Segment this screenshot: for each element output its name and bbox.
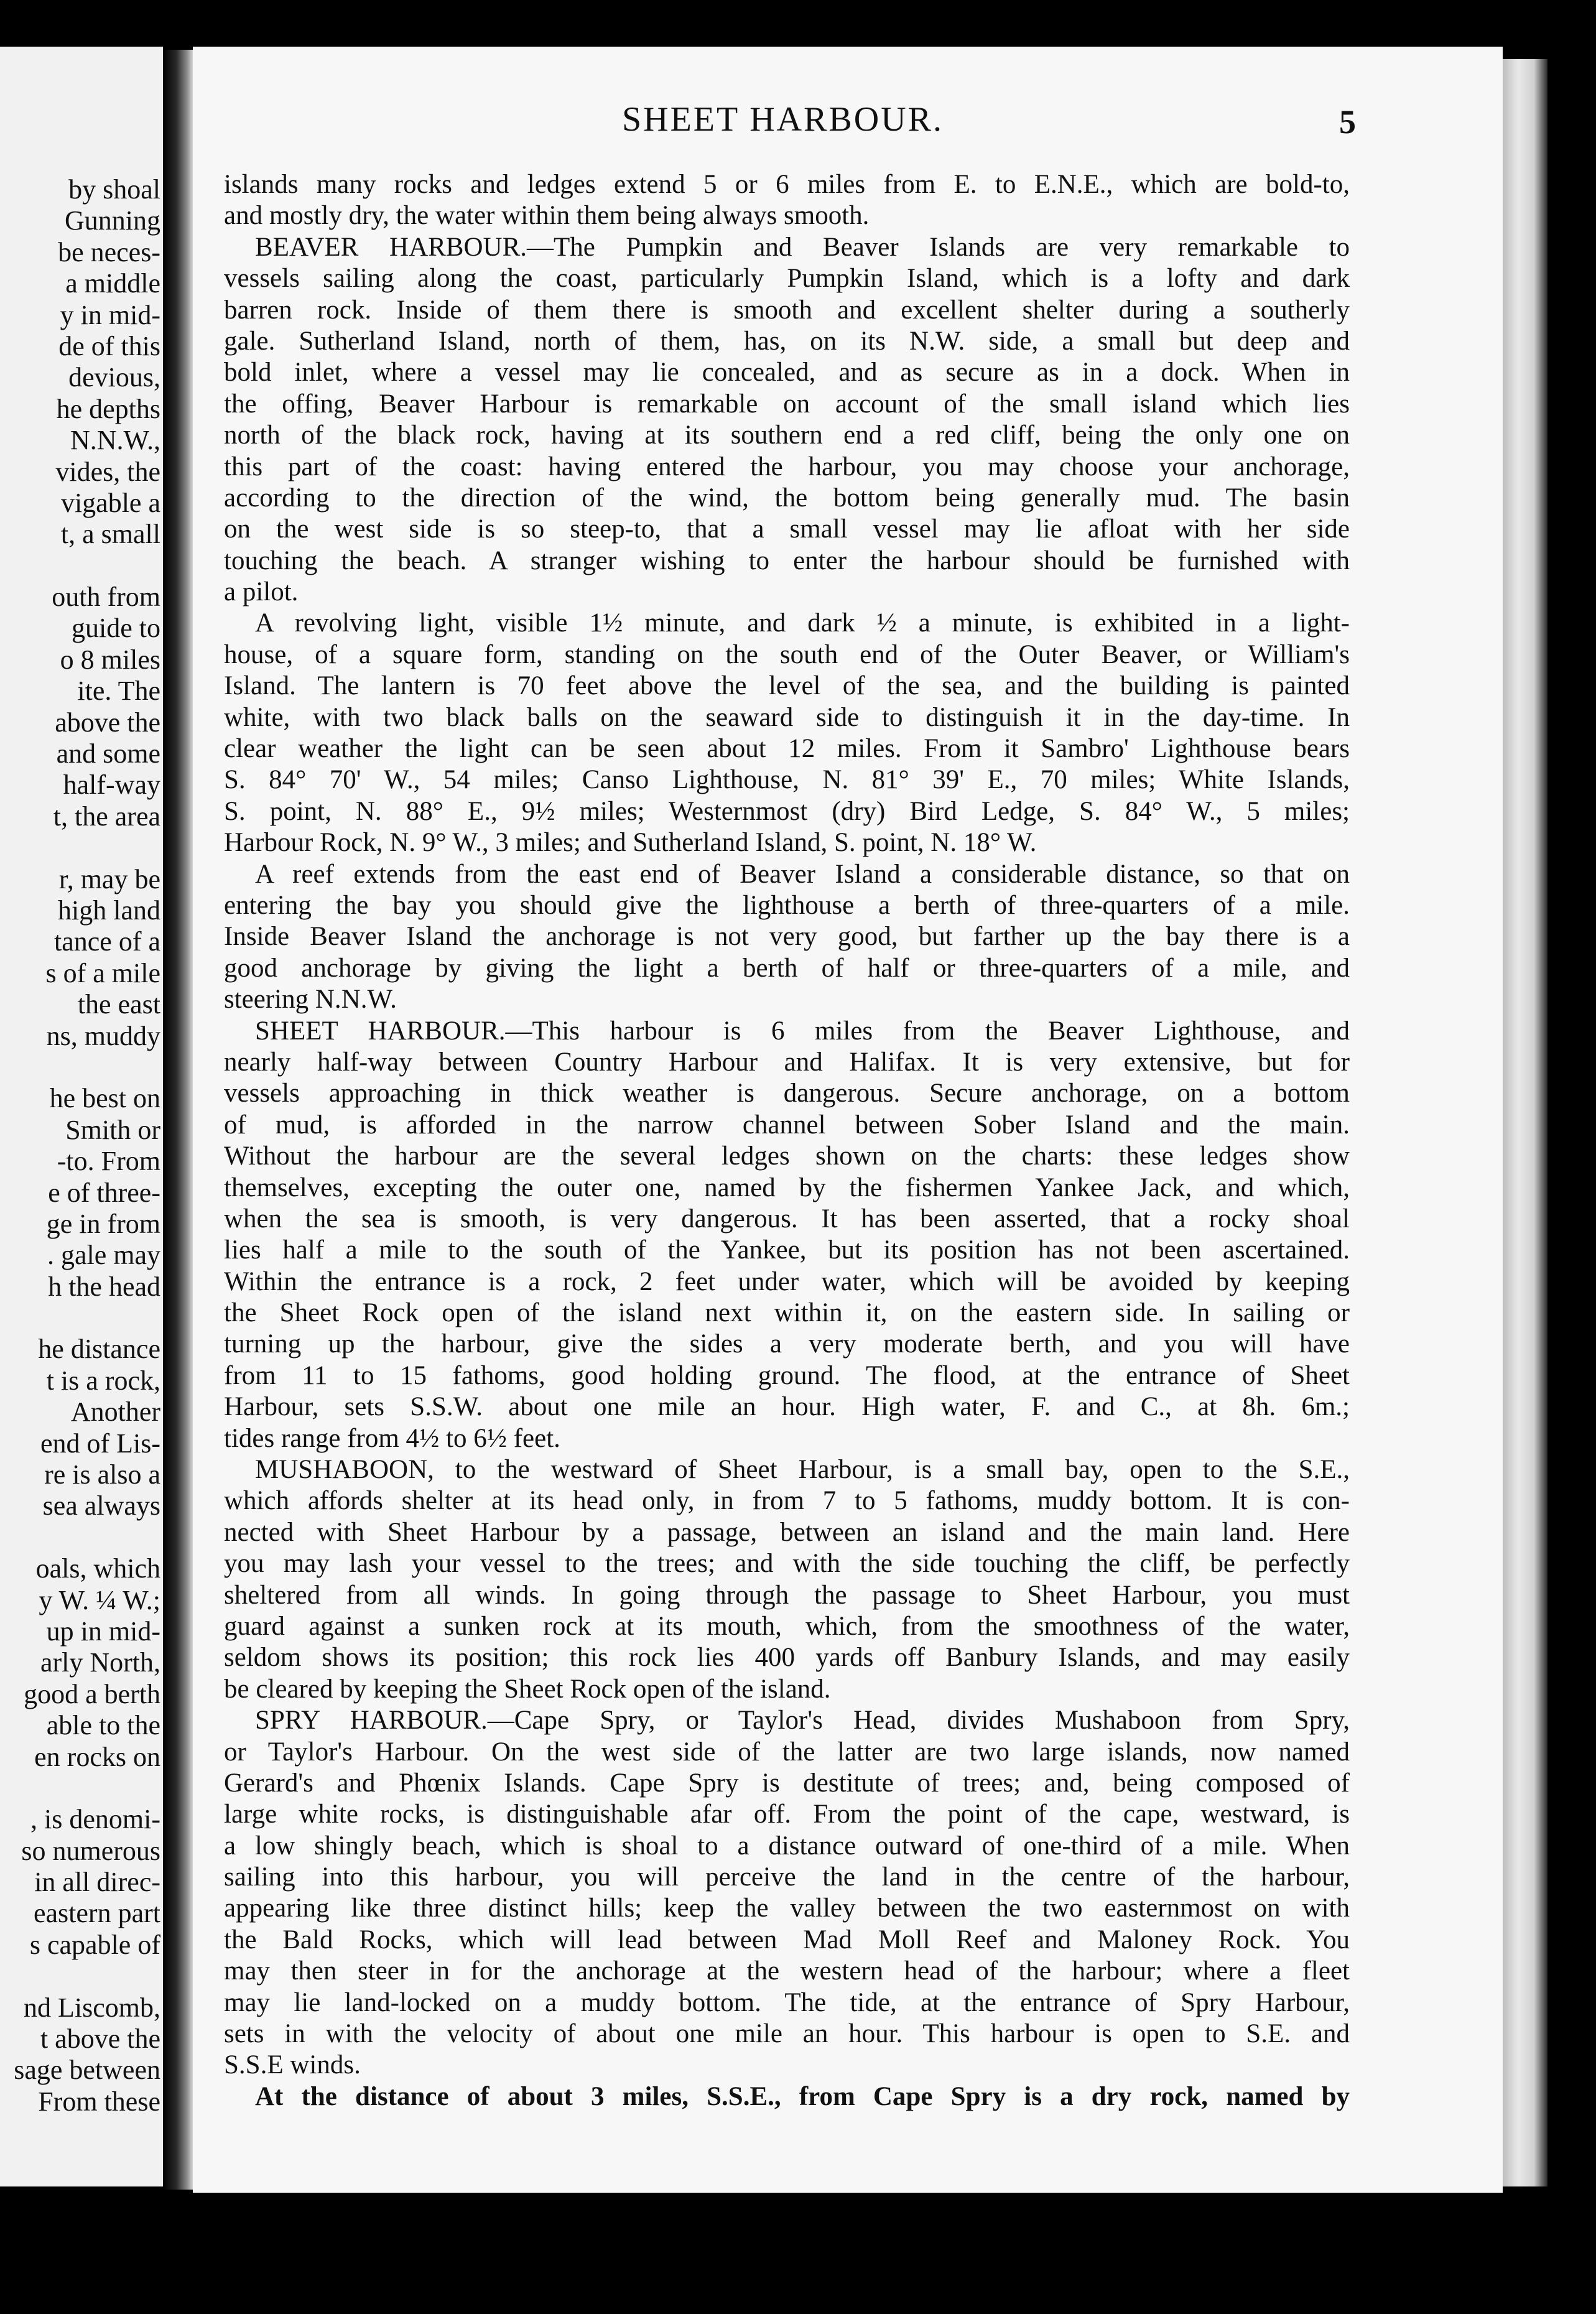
- facing-line: [14, 1961, 160, 1992]
- text-line: A revolving light, visible 1½ minute, and dark ½ a minute, is exhibited in a light-: [255, 608, 1350, 638]
- text-line: sheltered from all winds. In going through the passage to Sheet Harbour, you must: [224, 1580, 1350, 1610]
- facing-line: tance of a: [54, 926, 160, 957]
- facing-line: en rocks on: [34, 1741, 160, 1772]
- text-line: large white rocks, is distinguishable afar off. From the point of the cape, westward, is: [224, 1800, 1350, 1829]
- facing-line: [14, 551, 160, 582]
- facing-line: Smith or: [65, 1114, 160, 1145]
- facing-line: t, a small: [60, 519, 160, 550]
- facing-line: -to. From: [57, 1146, 160, 1177]
- text-line: S.S.E winds.: [224, 2050, 361, 2080]
- text-line: bold inlet, where a vessel may lie concealed, and as secure as in a dock. When in: [224, 358, 1350, 388]
- text-line: on the west side is so steep-to, that a small vessel may lie afloat with her side: [224, 514, 1350, 544]
- facing-line: devious,: [68, 362, 160, 393]
- text-line: Harbour, sets S.S.W. about one mile an hour. High water, F. and C., at 8h. 6m.;: [224, 1392, 1350, 1422]
- text-line: steering N.N.W.: [224, 985, 397, 1015]
- text-line: vessels approaching in thick weather is dangerous. Secure anchorage, on a bottom: [224, 1079, 1350, 1108]
- facing-line: high land: [58, 894, 160, 926]
- facing-line: [14, 1303, 160, 1334]
- facing-line: [14, 1773, 160, 1804]
- facing-line: ite. The: [77, 676, 160, 707]
- text-line: a pilot.: [224, 577, 299, 607]
- text-line: from 11 to 15 fathoms, good holding ground. The flood, at the entrance of Sheet: [224, 1360, 1350, 1390]
- running-head: SHEET HARBOUR.: [622, 100, 944, 139]
- facing-line: a middle: [65, 268, 160, 299]
- facing-line: the east: [77, 989, 160, 1020]
- facing-line: sage between: [14, 2055, 160, 2086]
- text-line: north of the black rock, having at its southern end a red cliff, being the only one on: [224, 421, 1350, 450]
- text-line: guard against a sunken rock at its mouth, which, from the smoothness of the water,: [224, 1611, 1350, 1641]
- text-line: Inside Beaver Island the anchorage is not very good, but farther up the bay there is a: [224, 922, 1350, 952]
- section-heading-sheet-harbour: SHEET HARBOUR.—This harbour is 6 miles from the Beaver Lighthouse, and: [255, 1016, 1350, 1046]
- facing-line: up in mid-: [46, 1615, 160, 1647]
- facing-line: able to the: [46, 1710, 160, 1741]
- facing-line: and some: [56, 738, 160, 769]
- text-line: house, of a square form, standing on the south end of the Outer Beaver, or William's: [224, 639, 1350, 669]
- text-line: themselves, excepting the outer one, named by the fishermen Yankee Jack, and which,: [224, 1173, 1350, 1202]
- facing-line: [14, 1052, 160, 1083]
- facing-line: be neces-: [58, 236, 160, 267]
- facing-line: half-way: [63, 769, 160, 801]
- text-line: seldom shows its position; this rock lies 400 yards off Banbury Islands, and may easily: [224, 1643, 1350, 1673]
- page-edge: [1503, 59, 1547, 2186]
- facing-line: y W. ¼ W.;: [39, 1584, 160, 1615]
- text-line: S. point, N. 88° E., 9½ miles; Westernmost (dry) Bird Ledge, S. 84° W., 5 miles;: [224, 796, 1350, 826]
- facing-line: y in mid-: [60, 299, 160, 330]
- text-line: a low shingly beach, which is shoal to a distance outward of one-third of a mile. When: [224, 1831, 1350, 1861]
- text-line: according to the direction of the wind, the bottom being generally mud. The basin: [224, 483, 1350, 513]
- text-line: this part of the coast: having entered the harbour, you may choose your anchorage,: [224, 452, 1350, 481]
- text-line: vessels sailing along the coast, particularly Pumpkin Island, which is a lofty and dark: [224, 264, 1350, 294]
- facing-line: h the head: [48, 1271, 160, 1302]
- facing-line: t, the area: [53, 801, 160, 832]
- facing-line: vigable a: [60, 487, 160, 518]
- book-gutter: [163, 50, 193, 2190]
- section-heading-mushaboon: MUSHABOON, to the westward of Sheet Harbour, is a small bay, open to the S.E.,: [255, 1455, 1350, 1485]
- facing-line: ns, muddy: [46, 1020, 160, 1051]
- text-line: gale. Sutherland Island, north of them, has, on its N.W. side, a small but deep and: [224, 326, 1350, 356]
- facing-line: so numerous: [21, 1835, 160, 1866]
- facing-line: nd Liscomb,: [24, 1992, 160, 2023]
- text-line: turning up the harbour, give the sides a very moderate berth, and you will have: [224, 1329, 1350, 1359]
- facing-page-text: [14, 174, 160, 2117]
- facing-page: [0, 47, 163, 2186]
- text-line: islands many rocks and ledges extend 5 or 6 miles from E. to E.N.E., which are bold-to,: [224, 170, 1350, 199]
- facing-line: Another: [70, 1396, 160, 1428]
- facing-line: o 8 miles: [60, 644, 160, 675]
- text-line: sets in with the velocity of about one mile an hour. This harbour is open to S.E. and: [224, 2019, 1350, 2049]
- facing-line: From these: [38, 2086, 160, 2117]
- facing-line: vides, the: [55, 456, 160, 487]
- facing-line: sea always: [42, 1490, 160, 1522]
- text-line: touching the beach. A stranger wishing to enter the harbour should be furnished with: [224, 546, 1350, 575]
- text-line: the Bald Rocks, which will lead between Mad Moll Reef and Maloney Rock. You: [224, 1925, 1350, 1954]
- text-line: nected with Sheet Harbour by a passage, between an island and the main land. Here: [224, 1517, 1350, 1547]
- facing-line: he depths: [56, 393, 160, 424]
- text-line: A reef extends from the east end of Beaver Island a considerable distance, so that on: [255, 859, 1350, 889]
- facing-line: re is also a: [44, 1459, 160, 1490]
- facing-line: eastern part: [34, 1898, 160, 1929]
- facing-line: [14, 1522, 160, 1553]
- facing-line: s of a mile: [45, 957, 160, 988]
- section-heading-spry-harbour: SPRY HARBOUR.—Cape Spry, or Taylor's Head, divides Mushaboon from Spry,: [255, 1706, 1350, 1736]
- text-line: S. 84° 70' W., 54 miles; Canso Lighthouse, N. 81° 39' E., 70 miles; White Islands,: [224, 765, 1350, 795]
- text-line: you may lash your vessel to the trees; and with the side touching the cliff, be perfectly: [224, 1549, 1350, 1579]
- text-line: white, with two black balls on the seaward side to distinguish it in the day-time. In: [224, 702, 1350, 732]
- facing-line: de of this: [58, 330, 160, 361]
- text-line: good anchorage by giving the light a berth of half or three-quarters of a mile, and: [224, 953, 1350, 983]
- text-line: Without the harbour are the several ledges shown on the charts: these ledges show: [224, 1141, 1350, 1171]
- text-line: the Sheet Rock open of the island next within it, on the eastern side. In sailing or: [224, 1298, 1350, 1328]
- facing-line: outh from: [52, 582, 160, 613]
- facing-line: guide to: [72, 613, 160, 644]
- text-line: when the sea is smooth, is very dangerous. It has been asserted, that a rocky shoal: [224, 1204, 1350, 1234]
- text-line: be cleared by keeping the Sheet Rock open of the island.: [224, 1674, 831, 1704]
- facing-line: t above the: [40, 2024, 160, 2055]
- body-text: [224, 169, 1350, 2112]
- text-line: Within the entrance is a rock, 2 feet under water, which will be avoided by keeping: [224, 1266, 1350, 1296]
- facing-line: in all direc-: [34, 1867, 160, 1898]
- facing-line: Gunning: [65, 205, 160, 236]
- facing-line: r, may be: [58, 863, 160, 894]
- facing-line: he best on: [49, 1083, 160, 1114]
- text-line: may then steer in for the anchorage at the western head of the harbour; where a fleet: [224, 1956, 1350, 1986]
- facing-line: arly North,: [40, 1647, 160, 1678]
- text-line: Island. The lantern is 70 feet above the level of the sea, and the building is painted: [224, 671, 1350, 701]
- facing-line: end of Lis-: [40, 1428, 160, 1459]
- facing-line: . gale may: [47, 1240, 160, 1271]
- facing-line: ge in from: [46, 1208, 160, 1239]
- text-line: Gerard's and Phœnix Islands. Cape Spry is destitute of trees; and, being composed of: [224, 1768, 1350, 1798]
- text-line: sailing into this harbour, you will perceive the land in the centre of the harbour,: [224, 1862, 1350, 1892]
- text-line: At the distance of about 3 miles, S.S.E., from Cape Spry is a dry rock, named by: [255, 2081, 1350, 2111]
- facing-line: good a berth: [24, 1678, 160, 1709]
- facing-line: t is a rock,: [46, 1365, 160, 1396]
- text-line: and mostly dry, the water within them being always smooth.: [224, 201, 870, 231]
- facing-line: , is denomi-: [30, 1804, 160, 1835]
- text-line: of mud, is afforded in the narrow channel between Sober Island and the main.: [224, 1110, 1350, 1140]
- text-line: tides range from 4½ to 6½ feet.: [224, 1423, 560, 1453]
- facing-line: by shoal: [68, 174, 160, 205]
- facing-line: above the: [55, 707, 160, 738]
- facing-line: e of three-: [48, 1177, 160, 1208]
- text-line: nearly half-way between Country Harbour and Halifax. It is very extensive, but for: [224, 1047, 1350, 1077]
- text-line: the offing, Beaver Harbour is remarkable on account of the small island which lies: [224, 389, 1350, 419]
- facing-line: s capable of: [29, 1929, 160, 1960]
- facing-line: [14, 832, 160, 863]
- text-line: appearing like three distinct hills; keep the valley between the two easternmost on with: [224, 1893, 1350, 1923]
- facing-line: he distance: [38, 1334, 160, 1365]
- text-line: or Taylor's Harbour. On the west side of the latter are two large islands, now named: [224, 1737, 1350, 1767]
- text-line: Harbour Rock, N. 9° W., 3 miles; and Sutherland Island, S. point, N. 18° W.: [224, 828, 1037, 858]
- facing-line: N.N.W.,: [70, 425, 160, 456]
- text-line: clear weather the light can be seen about 12 miles. From it Sambro' Lighthouse bears: [224, 734, 1350, 764]
- section-heading-beaver-harbour: BEAVER HARBOUR.—The Pumpkin and Beaver Islands are very remarkable to: [255, 232, 1350, 262]
- text-line: entering the bay you should give the lighthouse a berth of three-quarters of a mile.: [224, 890, 1350, 920]
- text-line: may lie land-locked on a muddy bottom. The tide, at the entrance of Spry Harbour,: [224, 1987, 1350, 2017]
- text-line: lies half a mile to the south of the Yankee, but its position has not been ascertained.: [224, 1235, 1350, 1265]
- text-line: barren rock. Inside of them there is smooth and excellent shelter during a southerly: [224, 295, 1350, 325]
- facing-line: oals, which: [35, 1553, 160, 1584]
- text-line: which affords shelter at its head only, in from 7 to 5 fathoms, muddy bottom. It is con-: [224, 1486, 1350, 1516]
- page-number: 5: [1339, 103, 1356, 141]
